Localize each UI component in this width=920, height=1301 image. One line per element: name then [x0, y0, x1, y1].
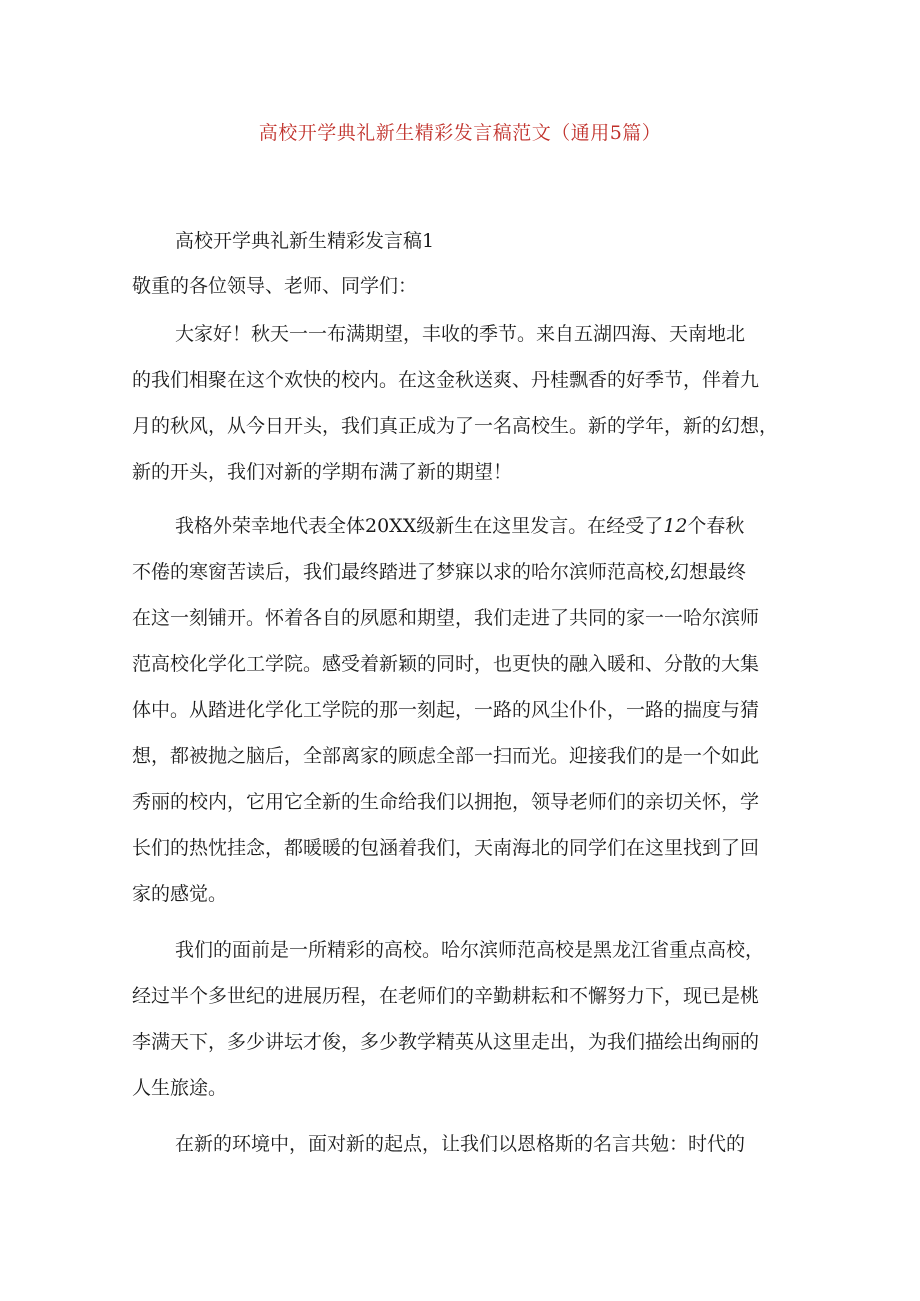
paragraph-line: 李满天下，多少讲坛才俊，多少教学精英从这里走出，为我们描绘出绚丽的 — [132, 1031, 760, 1053]
document-title: 高校开学典礼新生精彩发言稿范文（通用5篇） — [258, 122, 662, 144]
paragraph-line: 范高校化学化工学院。感受着新颖的同时，也更快的融入暖和、分散的大集 — [132, 653, 760, 675]
paragraph-line: 想，都被抛之脑后，全部离家的顾虑全部一扫而光。迎接我们的是一个如此 — [132, 745, 760, 767]
paragraph-2 — [132, 503, 802, 917]
paragraph-line: 在这一刻铺开。怀着各自的夙愿和期望，我们走进了共同的家一一哈尔滨师 — [132, 607, 760, 629]
paragraph-1 — [132, 311, 802, 495]
paragraph-line: 人生旅途。 — [132, 1077, 228, 1099]
paragraph-text: 个春秋 — [687, 515, 745, 537]
paragraph-line: 秀丽的校内，它用它全新的生命给我们以拥抱，领导老师们的亲切关怀，学 — [132, 791, 760, 813]
paragraph-line: 月的秋风，从今日开头，我们真正成为了一名高校生。新的学年，新的幻想， — [132, 415, 779, 437]
paragraph-4 — [132, 1121, 802, 1167]
paragraph-text: 我格外荣幸地代表全体20XX级新生在这里发言。在经受了 — [175, 515, 664, 537]
paragraph-line: 经过半个多世纪的进展历程，在老师们的辛勤耕耘和不懈努力下，现已是桃 — [132, 985, 760, 1007]
section-heading: 高校开学典礼新生精彩发言稿1 — [175, 230, 435, 252]
paragraph-line: 家的感觉。 — [132, 883, 228, 905]
paragraph-line: 在新的环境中，面对新的起点，让我们以恩格斯的名言共勉：时代的 — [175, 1133, 746, 1155]
paragraph-line: 新的开头，我们对新的学期布满了新的期望！ — [132, 461, 513, 483]
paragraph-line: 的我们相聚在这个欢快的校内。在这金秋送爽、丹桂飘香的好季节，伴着九 — [132, 369, 760, 391]
paragraph-line — [132, 503, 802, 549]
paragraph-line: 不倦的寒窗苦读后，我们最终踏进了梦寐以求的哈尔滨师范高校,幻想最终 — [132, 561, 747, 583]
paragraph-line: 大家好！秋天一一布满期望，丰收的季节。来自五湖四海、天南地北 — [175, 323, 746, 345]
paragraph-line: 长们的热忱挂念，都暖暖的包涵着我们，天南海北的同学们在这里找到了回 — [132, 837, 760, 859]
paragraph-line: 体中。从踏进化学化工学院的那一刻起，一路的风尘仆仆，一路的揣度与猜 — [132, 699, 760, 721]
paragraph-number: 12 — [663, 515, 688, 537]
paragraph-line: 我们的面前是一所精彩的高校。哈尔滨师范高校是黑龙江省重点高校， — [175, 939, 765, 961]
salutation: 敬重的各位领导、老师、同学们： — [132, 275, 418, 297]
paragraph-3 — [132, 927, 802, 1111]
